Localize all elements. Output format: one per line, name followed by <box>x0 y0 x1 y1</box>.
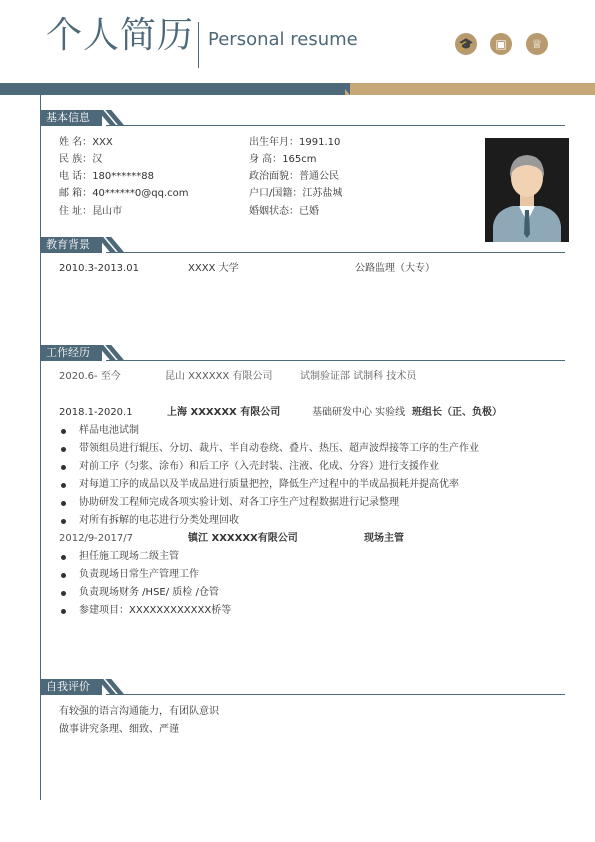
bullet-dot <box>61 519 66 524</box>
job-role: 试制验证部 试制科 技术员 <box>300 371 417 382</box>
list-item: 协助研发工程师完成各项实验计划、对各工序生产过程数据进行记录整理 <box>79 497 399 508</box>
section-rule <box>106 125 565 126</box>
header-band-accent <box>345 83 595 95</box>
section-header-self <box>40 679 570 695</box>
bullet-dot <box>61 573 66 578</box>
section-header-education <box>40 237 570 253</box>
section-title: 教育背景 <box>40 237 102 253</box>
header-band-primary <box>0 83 345 95</box>
list-item: 参建项目：XXXXXXXXXXXX桥等 <box>79 605 232 616</box>
list-item: 样品电池试制 <box>79 425 139 436</box>
self-eval-line: 有较强的语言沟通能力，有团队意识 <box>59 706 219 717</box>
job-company: 上海 XXXXXX 有限公司 <box>167 407 281 418</box>
section-title: 工作经历 <box>40 345 102 361</box>
list-item: 担任施工现场二级主管 <box>79 551 179 562</box>
job-dept: 基础研发中心 实验线 <box>312 407 406 418</box>
list-item: 带领组员进行辊压、分切、裁片、半自动卷绕、叠片、热压、超声波焊接等工序的生产作业 <box>79 443 479 454</box>
bullet-dot <box>61 483 66 488</box>
section-title: 基本信息 <box>40 110 102 126</box>
info-row: 身 高：165cm <box>249 154 317 165</box>
bullet-dot <box>61 447 66 452</box>
list-item: 负责现场日常生产管理工作 <box>79 569 199 580</box>
section-header-work <box>40 345 570 361</box>
header-band-cut <box>340 83 350 95</box>
section-rule <box>106 694 565 695</box>
bullet-dot <box>61 555 66 560</box>
bullet-dot <box>61 591 66 596</box>
trophy-icon: ♕ <box>526 33 548 55</box>
section-rule <box>106 360 565 361</box>
list-item: 负责现场财务 /HSE/ 质检 /仓管 <box>79 587 219 598</box>
education-period: 2010.3-2013.01 <box>59 263 139 274</box>
info-row: 政治面貌：普通公民 <box>249 171 339 182</box>
briefcase-icon: ▣ <box>490 33 512 55</box>
graduation-cap-icon: 🎓 <box>455 33 477 55</box>
education-major: 公路监理（大专） <box>355 263 435 274</box>
info-row: 户口/国籍：江苏盐城 <box>249 188 343 199</box>
job-period: 2012/9-2017/7 <box>59 533 133 544</box>
bullet-dot <box>61 465 66 470</box>
info-row: 婚姻状态：已婚 <box>249 206 319 217</box>
info-row: 姓 名：XXX <box>59 137 113 148</box>
job-period: 2018.1-2020.1 <box>59 407 133 418</box>
section-rule <box>106 252 565 253</box>
resume-title-en: Personal resume <box>208 29 358 50</box>
job-role: 现场主管 <box>364 533 404 544</box>
list-item: 对每道工序的成品以及半成品进行质量把控，降低生产过程中的半成品损耗并提高优率 <box>79 479 459 490</box>
job-role: 班组长（正、负极） <box>412 407 502 418</box>
info-row: 邮 箱：40******0@qq.com <box>59 188 189 199</box>
self-eval-line: 做事讲究条理、细致、严谨 <box>59 724 179 735</box>
avatar-icon <box>485 138 569 242</box>
profile-photo <box>485 138 569 242</box>
bullet-dot <box>61 609 66 614</box>
bullet-dot <box>61 501 66 506</box>
info-row: 电 话：180******88 <box>59 171 154 182</box>
info-row: 出生年月：1991.10 <box>249 137 341 148</box>
bullet-dot <box>61 429 66 434</box>
section-header-basic <box>40 110 570 126</box>
list-item: 对所有拆解的电芯进行分类处理回收 <box>79 515 239 526</box>
job-company: 昆山 XXXXXX 有限公司 <box>165 371 273 382</box>
education-school: XXXX 大学 <box>188 263 239 274</box>
info-row: 住 址：昆山市 <box>59 206 123 217</box>
resume-title-cn: 个人简历 <box>46 15 195 56</box>
job-company: 镇江 XXXXXX有限公司 <box>188 533 298 544</box>
title-divider <box>198 22 199 68</box>
job-period: 2020.6- 至今 <box>59 371 121 382</box>
section-title: 自我评价 <box>40 679 102 695</box>
info-row: 民 族：汉 <box>59 154 103 165</box>
list-item: 对前工序（匀浆、涂布）和后工序（入壳封装、注液、化成、分容）进行支援作业 <box>79 461 439 472</box>
